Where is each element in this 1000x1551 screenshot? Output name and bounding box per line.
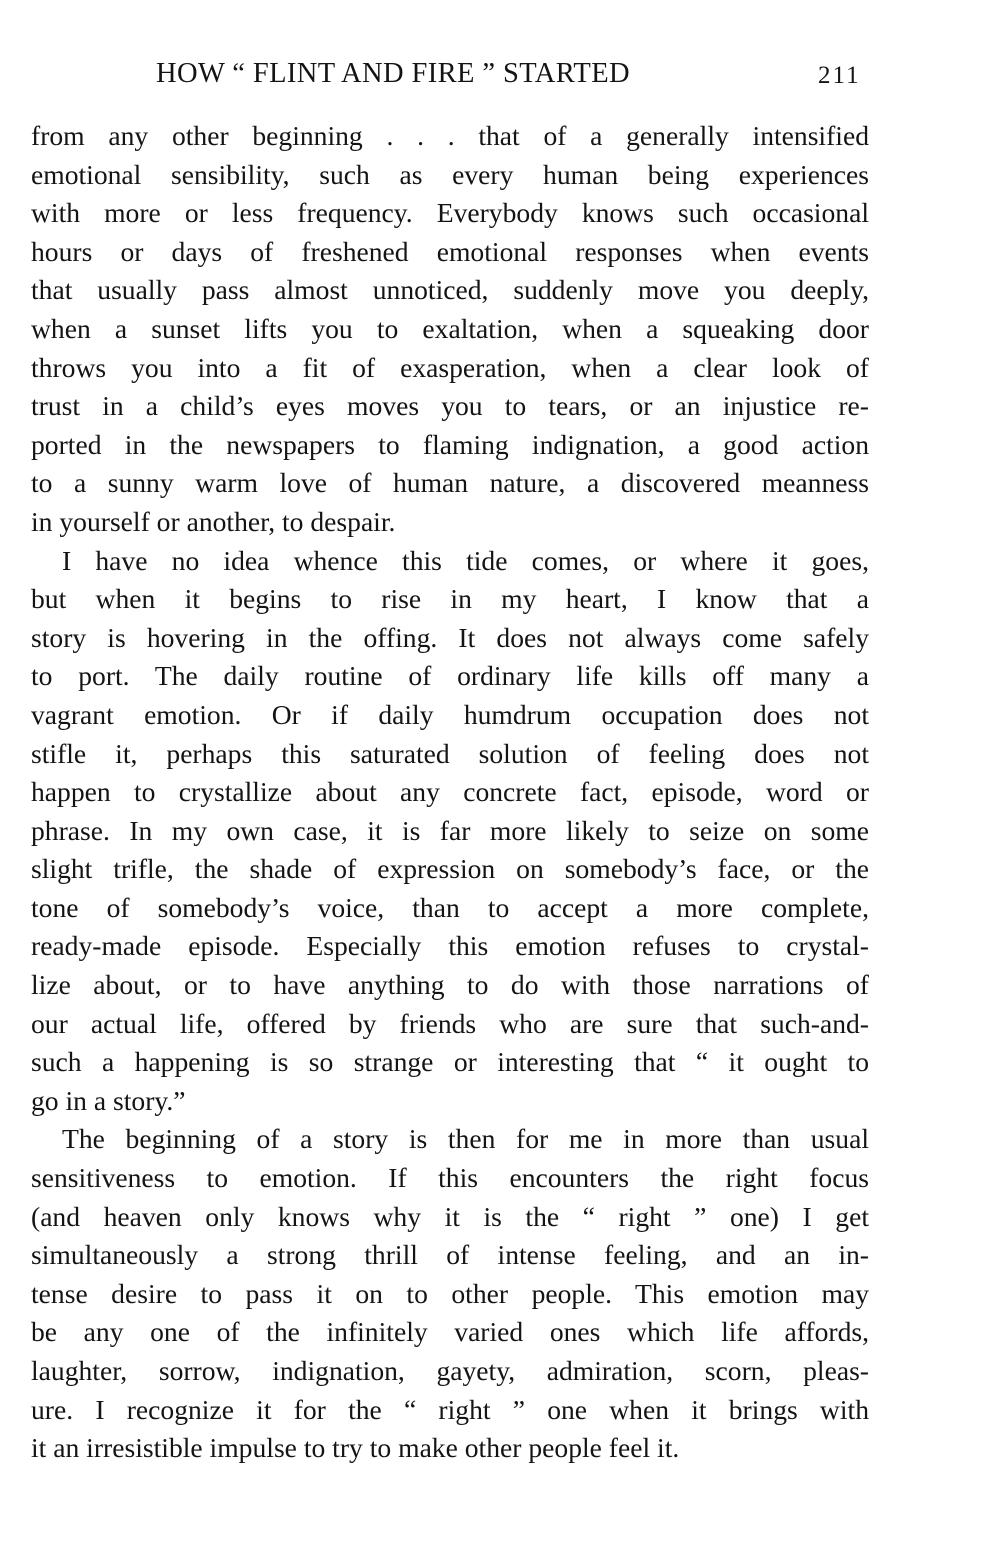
text-line: our actual life, offered by friends who are sure that such-and- [31, 1007, 869, 1039]
body-text [31, 117, 869, 1468]
text-line: from any other beginning . . . that of a generally intensified [31, 120, 869, 151]
text-line: lize about, or to have anything to do with those narrations of [31, 969, 869, 1001]
text-line: with more or less frequency. Everybody knows such occasional [31, 197, 869, 229]
running-head [0, 58, 1000, 98]
text-line: story is hovering in the offing. It does not always come safely [31, 621, 869, 653]
text-line: trust in a child’s eyes moves you to tears, or an injustice re- [31, 390, 869, 422]
text-line: simultaneously a strong thrill of intense feeling, and an in- [31, 1239, 869, 1271]
text-line: The beginning of a story is then for me in more than usual [62, 1123, 869, 1155]
running-title: HOW “ FLINT AND FIRE ” STARTED [156, 58, 631, 89]
text-line: such a happening is so strange or interesting that “ it ought to [31, 1046, 869, 1078]
text-line: when a sunset lifts you to exaltation, when a squeaking door [31, 312, 869, 344]
text-line: hours or days of freshened emotional responses when events [31, 235, 869, 267]
text-line: ready-made episode. Especially this emotion refuses to crystal- [31, 930, 869, 962]
text-line: to port. The daily routine of ordinary life kills off many a [31, 660, 869, 692]
text-line: ported in the newspapers to flaming indignation, a good action [31, 428, 869, 460]
text-line: I have no idea whence this tide comes, or where it goes, [62, 544, 869, 576]
text-line: to a sunny warm love of human nature, a discovered meanness [31, 467, 869, 499]
text-line: emotional sensibility, such as every human being experiences [31, 158, 869, 190]
page-number: 211 [818, 62, 861, 89]
text-line: laughter, sorrow, indignation, gayety, admiration, scorn, pleas- [31, 1355, 869, 1386]
text-line: throws you into a fit of exasperation, when a clear look of [31, 351, 869, 383]
text-line: ure. I recognize it for the “ right ” one when it brings with [31, 1393, 869, 1425]
text-line: be any one of the infinitely varied ones which life affords, [31, 1316, 869, 1348]
text-line: go in a story.” [31, 1084, 186, 1116]
text-line: happen to crystallize about any concrete fact, episode, word or [31, 776, 869, 808]
paragraph [31, 1120, 869, 1467]
text-line: tense desire to pass it on to other people. This emotion may [31, 1277, 869, 1309]
paragraph [31, 117, 869, 542]
text-line: in yourself or another, to despair. [31, 505, 396, 537]
text-line: phrase. In my own case, it is far more likely to seize on some [31, 814, 869, 846]
text-line: stifle it, perhaps this saturated solution of feeling does not [31, 737, 869, 769]
text-line: but when it begins to rise in my heart, I know that a [31, 583, 869, 615]
text-line: (and heaven only knows why it is the “ right ” one) I get [31, 1200, 869, 1232]
text-line: sensitiveness to emotion. If this encounters the right focus [31, 1162, 869, 1194]
text-line: that usually pass almost unnoticed, suddenly move you deeply, [31, 274, 869, 306]
text-line: it an irresistible impulse to try to make other people feel it. [31, 1432, 680, 1464]
paragraph [31, 542, 869, 1121]
text-line: slight trifle, the shade of expression on somebody’s face, or the [31, 853, 869, 885]
text-line: vagrant emotion. Or if daily humdrum occupation does not [31, 698, 869, 730]
text-line: tone of somebody’s voice, than to accept a more complete, [31, 891, 869, 923]
